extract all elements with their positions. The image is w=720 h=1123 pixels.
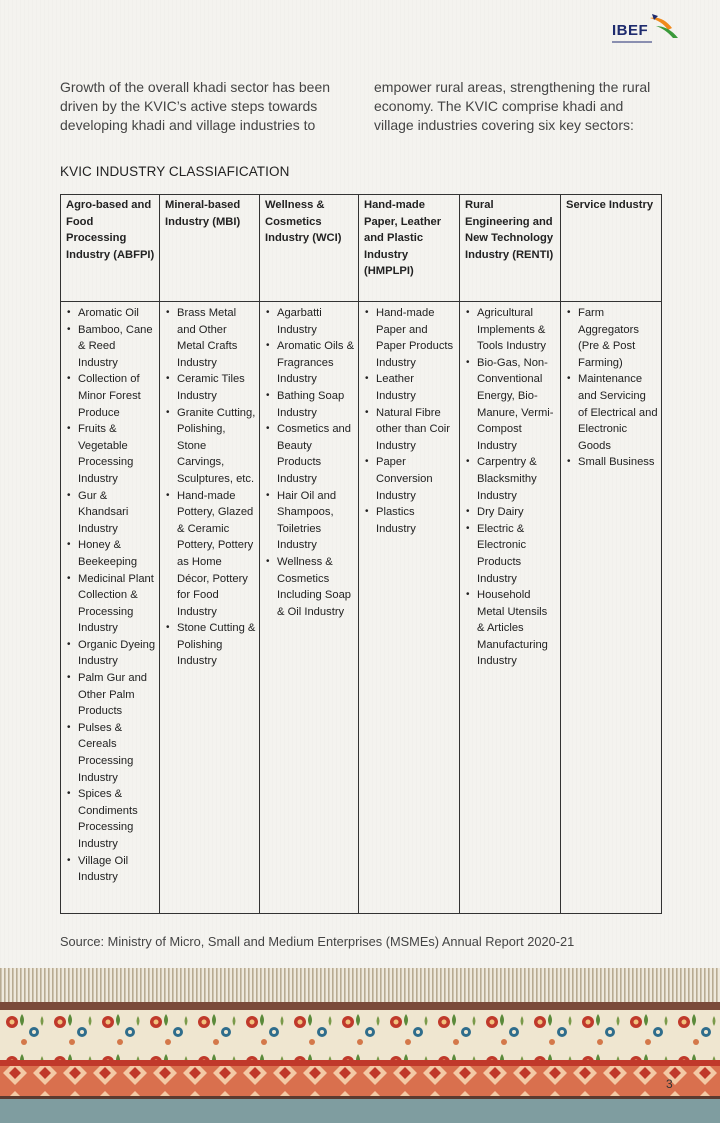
column-header: Hand-made Paper, Leather and Plastic Industry (HMPLPI)	[359, 195, 460, 302]
bullet-icon: •	[67, 721, 71, 733]
bullet-icon: •	[466, 307, 470, 318]
list-item-text: Spices & Condiments Processing Industry	[78, 788, 138, 850]
bullet-icon: •	[365, 406, 369, 418]
bullet-icon: •	[67, 323, 71, 335]
column-header: Service Industry	[561, 195, 662, 302]
list-item-text: Bio-Gas, Non-Conventional Energy, Bio-Manure, Vermi-Compost Industry	[477, 356, 554, 452]
intro-text	[60, 78, 664, 135]
list-item-text: Maintenance and Servicing of Electrical and Electronic Goods	[578, 373, 658, 452]
bullet-icon: •	[166, 307, 170, 318]
column-header: Wellness & Cosmetics Industry (WCI)	[260, 195, 359, 302]
industry-list	[464, 305, 557, 670]
list-item	[164, 488, 256, 621]
bullet-icon: •	[466, 356, 470, 368]
bullet-icon: •	[567, 307, 571, 318]
bullet-icon: •	[365, 373, 369, 385]
list-item-text: Palm Gur and Other Palm Products	[78, 672, 148, 718]
bullet-icon: •	[67, 539, 71, 551]
list-item	[65, 421, 156, 487]
bullet-icon: •	[67, 672, 71, 684]
list-item	[363, 305, 456, 371]
list-item	[264, 305, 355, 338]
bullet-icon: •	[365, 456, 369, 468]
list-item-text: Hand-made Paper and Paper Products Industry	[376, 307, 454, 369]
list-item	[164, 371, 256, 404]
source-note: Source: Ministry of Micro, Small and Medium Enterprises (MSMEs) Annual Report 2020-21	[60, 934, 575, 949]
list-item-text: Gur & Khandsari Industry	[78, 489, 129, 535]
list-item	[464, 521, 557, 587]
table-cell	[561, 302, 662, 914]
bullet-icon: •	[266, 389, 270, 401]
bullet-icon: •	[166, 622, 170, 634]
list-item-text: Cosmetics and Beauty Products Industry	[277, 423, 351, 485]
list-item	[65, 853, 156, 886]
list-item-text: Bamboo, Cane & Reed Industry	[78, 323, 153, 369]
bullet-icon: •	[266, 340, 270, 352]
list-item	[65, 786, 156, 852]
bullet-icon: •	[266, 307, 270, 318]
list-item-text: Plastics Industry	[376, 506, 416, 535]
list-item	[565, 454, 658, 471]
list-item-text: Bathing Soap Industry	[277, 389, 345, 419]
list-item-text: Organic Dyeing Industry	[78, 638, 156, 668]
table-row	[61, 302, 662, 914]
list-item-text: Household Metal Utensils & Articles Manufacturing Industry	[477, 589, 548, 668]
list-item	[363, 371, 456, 404]
industry-list	[264, 305, 355, 620]
industry-list	[164, 305, 256, 670]
list-item-text: Hair Oil and Shampoos, Toiletries Industry	[277, 489, 337, 552]
table-cell	[61, 302, 160, 914]
kvic-industry-table	[60, 194, 662, 914]
column-header: Agro-based and Food Processing Industry (ABFPI)	[61, 195, 160, 302]
column-header: Mineral-based Industry (MBI)	[160, 195, 260, 302]
list-item	[464, 504, 557, 521]
bullet-icon: •	[466, 456, 470, 468]
list-item-text: Pulses & Cereals Processing Industry	[78, 721, 134, 784]
intro-right-column: empower rural areas, strengthening the rural economy. The KVIC comprise khadi and village industries covering six key sectors:	[374, 79, 651, 133]
bullet-icon: •	[365, 506, 369, 518]
page-number: 3	[666, 1077, 673, 1091]
bullet-icon: •	[266, 423, 270, 435]
table-header-row	[61, 195, 662, 302]
bullet-icon: •	[466, 506, 470, 518]
list-item-text: Natural Fibre other than Coir Industry	[376, 406, 451, 452]
list-item	[65, 670, 156, 720]
list-item-text: Dry Dairy	[477, 506, 524, 519]
list-item	[363, 454, 456, 504]
list-item	[65, 720, 156, 786]
list-item-text: Electric & Electronic Products Industry	[477, 522, 527, 585]
logo-swoosh-icon	[648, 12, 680, 40]
list-item-text: Leather Industry	[376, 373, 416, 402]
logo-underline	[612, 41, 652, 43]
list-item	[565, 371, 658, 454]
carpet-decoration	[0, 968, 720, 1123]
bullet-icon: •	[166, 373, 170, 385]
list-item-text: Paper Conversion Industry	[376, 456, 433, 502]
bullet-icon: •	[466, 589, 470, 601]
list-item-text: Hand-made Pottery, Glazed & Ceramic Pottery, Pottery as Home Décor, Pottery for Food Industry	[177, 489, 254, 618]
list-item	[565, 305, 658, 371]
list-item-text: Wellness & Cosmetics Including Soap & Oil Industry	[277, 555, 352, 618]
column-header: Rural Engineering and New Technology Industry (RENTI)	[460, 195, 561, 302]
list-item-text: Medicinal Plant Collection & Processing Industry	[78, 572, 154, 635]
bullet-icon: •	[166, 406, 170, 418]
list-item	[464, 305, 557, 355]
bullet-icon: •	[67, 638, 71, 650]
bullet-icon: •	[166, 489, 170, 501]
list-item	[264, 388, 355, 421]
industry-list	[363, 305, 456, 537]
bullet-icon: •	[567, 456, 571, 468]
bullet-icon: •	[365, 307, 369, 318]
logo-text: IBEF	[612, 22, 649, 39]
bullet-icon: •	[67, 373, 71, 385]
industry-list	[65, 305, 156, 886]
list-item-text: Aromatic Oils & Fragrances Industry	[277, 340, 355, 386]
list-item-text: Collection of Minor Forest Produce	[78, 373, 141, 419]
list-item	[164, 305, 256, 371]
bullet-icon: •	[266, 555, 270, 567]
list-item	[264, 554, 355, 620]
bullet-icon: •	[67, 307, 71, 318]
list-item-text: Agarbatti Industry	[277, 307, 322, 336]
list-item-text: Farm Aggregators (Pre & Post Farming)	[578, 307, 639, 369]
list-item-text: Granite Cutting, Polishing, Stone Carvings, Sculptures, etc.	[177, 406, 256, 485]
list-item-text: Stone Cutting & Polishing Industry	[177, 622, 256, 668]
bullet-icon: •	[67, 489, 71, 501]
list-item-text: Brass Metal and Other Metal Crafts Industry	[177, 307, 238, 369]
table-title: KVIC INDUSTRY CLASSIAFICATION	[60, 164, 290, 179]
bullet-icon: •	[67, 788, 71, 800]
list-item-text: Aromatic Oil	[78, 307, 139, 319]
bullet-icon: •	[67, 854, 71, 866]
list-item-text: Village Oil Industry	[78, 854, 129, 884]
industry-list	[565, 305, 658, 471]
list-item	[65, 488, 156, 538]
list-item-text: Small Business	[578, 456, 655, 469]
table-cell	[260, 302, 359, 914]
list-item	[164, 405, 256, 488]
bullet-icon: •	[266, 489, 270, 501]
table-cell	[160, 302, 260, 914]
list-item	[65, 305, 156, 322]
intro-left-column: Growth of the overall khadi sector has been driven by the KVIC’s active steps towards developing khadi and village industries to	[60, 79, 331, 133]
list-item-text: Honey & Beekeeping	[78, 539, 138, 568]
list-item-text: Fruits & Vegetable Processing Industry	[78, 423, 134, 485]
list-item	[65, 537, 156, 570]
bullet-icon: •	[567, 373, 571, 385]
list-item	[65, 571, 156, 637]
list-item	[264, 488, 355, 554]
list-item	[363, 405, 456, 455]
list-item	[464, 454, 557, 504]
list-item-text: Ceramic Tiles Industry	[177, 373, 245, 402]
table-cell	[460, 302, 561, 914]
list-item-text: Carpentry & Blacksmithy Industry	[477, 456, 537, 502]
list-item	[464, 587, 557, 670]
list-item-text: Agricultural Implements & Tools Industry	[477, 307, 547, 353]
list-item	[65, 322, 156, 372]
bullet-icon: •	[67, 423, 71, 435]
bullet-icon: •	[67, 572, 71, 584]
bullet-icon: •	[466, 522, 470, 534]
list-item	[264, 421, 355, 487]
list-item	[164, 620, 256, 670]
table-cell	[359, 302, 460, 914]
ibef-logo	[612, 10, 682, 46]
list-item	[363, 504, 456, 537]
list-item	[264, 338, 355, 388]
list-item	[65, 371, 156, 421]
list-item	[65, 637, 156, 670]
list-item	[464, 355, 557, 455]
